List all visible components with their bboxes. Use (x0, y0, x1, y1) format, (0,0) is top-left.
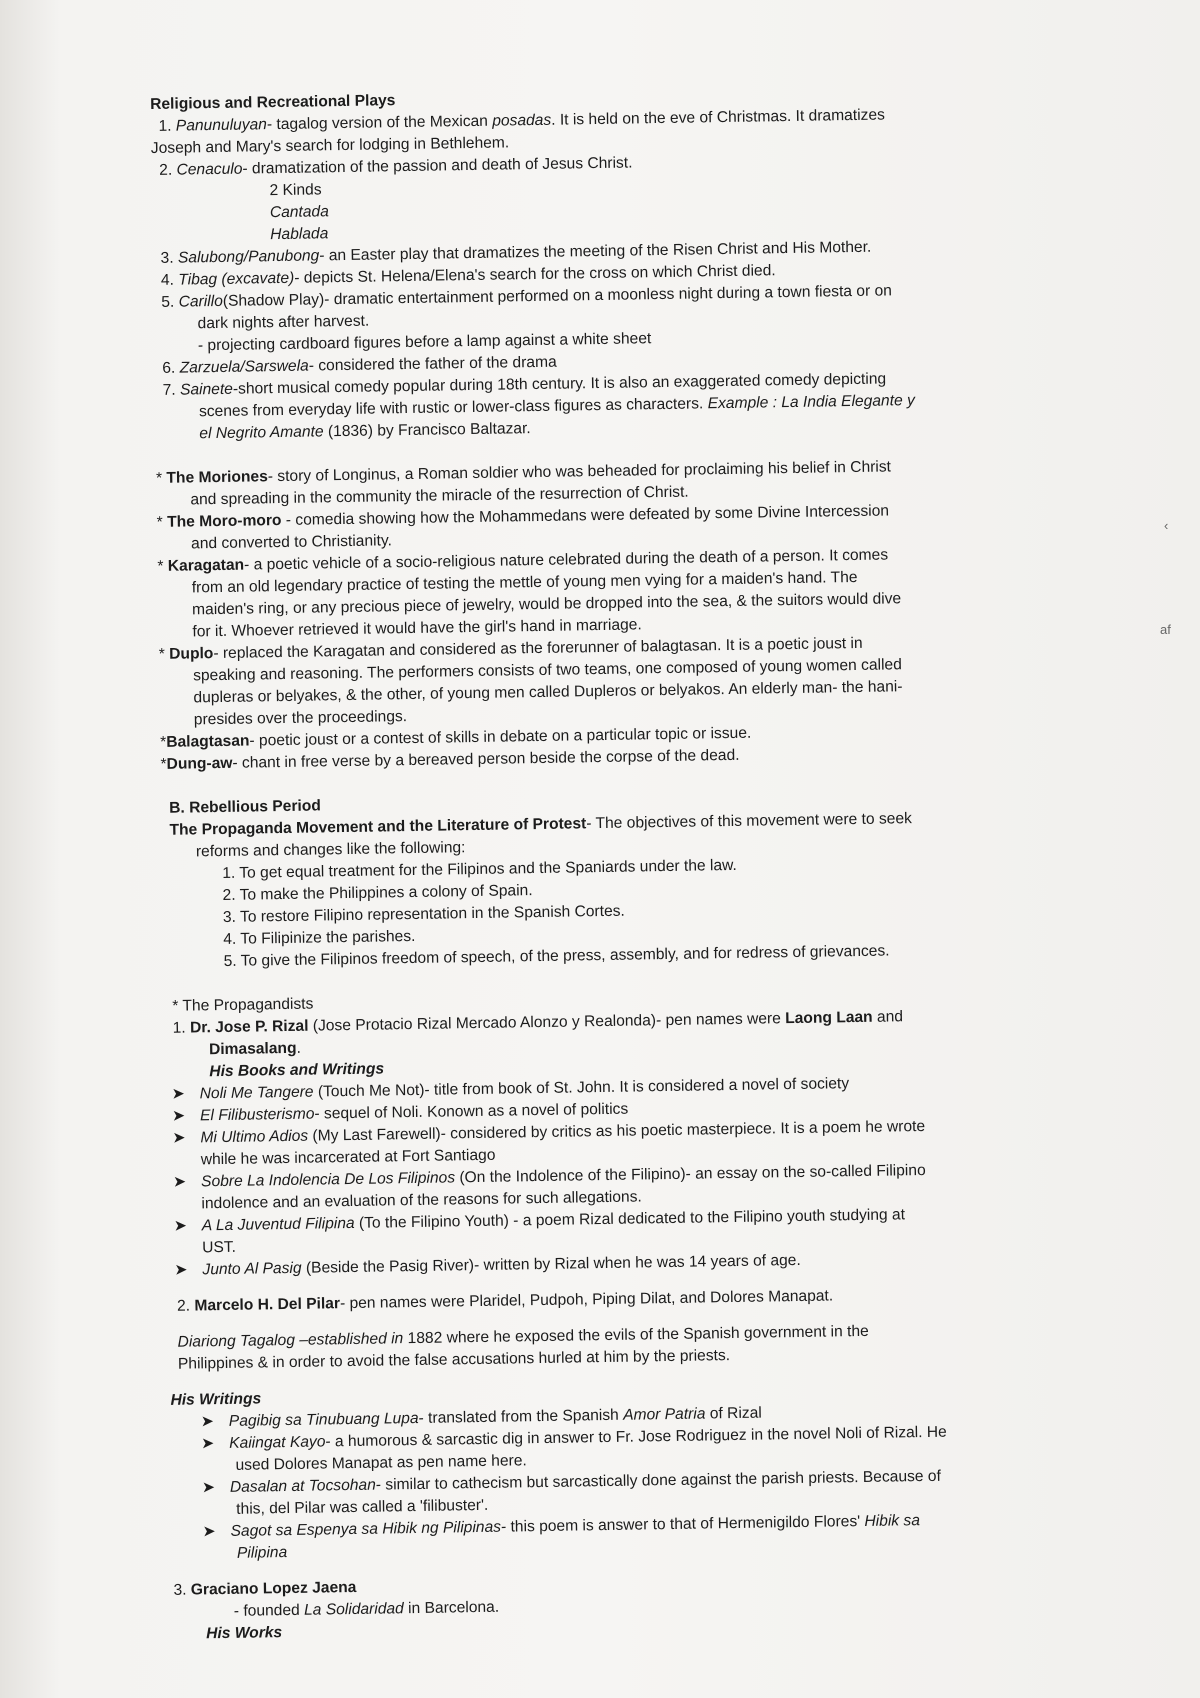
arrow-bullet-icon: ➤ (171, 1085, 185, 1103)
arrow-item: ➤ Noli Me Tangere (Touch Me Not)- title from book of St. John. It is considered a novel of society (166, 1070, 1066, 1106)
list-item: 3. To restore Filipino representation in the Spanish Cortes. (222, 902, 625, 926)
arrow-bullet-icon: ➤ (201, 1479, 216, 1497)
bullet-item: * Karagatan- a poetic vehicle of a socio-religious nature celebrated during the death of a person. It comes from an old legendary practice of testing the mettle of young men vying for a maiden's hand. The maiden's ring, or any precious piece of jewelry, would be dropped into the sea, & the suitors would dive for it. Whoever retrieved it would have the girl's hand in marriage. (157, 546, 902, 641)
margin-mark: ‹ (1164, 518, 1169, 533)
section-heading: B. Rebellious Period (169, 797, 321, 817)
arrow-item-continued: UST. (201, 1238, 237, 1257)
subsection-heading: His Books and Writings (209, 1060, 385, 1081)
list-item: 4. Tibag (excavate)- depicts St. Helena/Elena's search for the cross on which Christ died. (160, 262, 776, 289)
section-heading: Religious and Recreational Plays (150, 92, 396, 113)
list-item: 6. Zarzuela/Sarswela- considered the father of the drama (162, 353, 557, 377)
arrow-bullet-icon: ➤ (172, 1129, 186, 1147)
arrow-item: ➤ Pagibig sa Tinubuang Lupa- translated from the Spanish Amor Patria of Rizal (171, 1398, 1071, 1434)
arrow-item-continued: indolence and an evaluation of the reasons for such allegations. (201, 1188, 642, 1213)
arrow-item: ➤ Mi Ultimo Adios (My Last Farewell)- considered by critics as his poetic masterpiece. It is a poem he wrote (166, 1114, 1066, 1150)
bullet-item: *Dung-aw- chant in free verse by a bereaved person beside the corpse of the dead. (160, 746, 740, 773)
list-item: 7. Sainete-short musical comedy popular during 18th century. It is also an exaggerated comedy depicting (162, 370, 887, 399)
arrow-bullet-icon: ➤ (200, 1413, 215, 1431)
list-item: 1. Panunuluyan- tagalog version of the Mexican posadas. It is held on the eve of Christmas. It dramatizes (158, 106, 885, 135)
list-item-sub: - founded La Solidaridad in Barcelona. (233, 1598, 500, 1620)
arrow-item-continued: while he was incarcerated at Fort Santiago (200, 1146, 496, 1169)
arrow-item-continued: used Dolores Manapat as pen name here. (235, 1452, 527, 1474)
list-item-continued: Joseph and Mary's search for lodging in Bethlehem. (150, 134, 510, 157)
arrow-bullet-icon: ➤ (201, 1435, 215, 1453)
kinds-label: 2 Kinds (269, 181, 322, 200)
arrow-item: ➤ Junto Al Pasig (Beside the Pasig River)- written by Rizal when he was 14 years of age. (168, 1246, 1068, 1282)
arrow-item-continued: this, del Pilar was called a 'filibuster'. (236, 1496, 489, 1518)
list-item: 2. Marcelo H. Del Pilar- pen names were Plaridel, Pudpoh, Piping Dilat, and Dolores Manapat. (176, 1287, 834, 1315)
paragraph-continued: Philippines & in order to avoid the false accusations hurled at him by the priests. (177, 1347, 731, 1373)
document-content (150, 80, 1074, 1646)
arrow-bullet-icon: ➤ (173, 1217, 187, 1235)
list-item: 2. Cenaculo- dramatization of the passion and death of Jesus Christ. (159, 154, 633, 179)
list-item: 1. Dr. Jose P. Rizal (Jose Protacio Rizal Mercado Alonzo y Realonda)- pen names were Laong Laan and (172, 1008, 904, 1037)
margin-mark: af (1160, 622, 1171, 637)
list-item: 3. Salubong/Panubong- an Easter play that dramatizes the meeting of the Risen Christ and His Mother. (160, 238, 872, 267)
list-item-sub: - projecting cardboard figures before a lamp against a white sheet (197, 330, 652, 355)
list-item: 2. To make the Philippines a colony of Spain. (222, 882, 533, 904)
arrow-bullet-icon: ➤ (172, 1173, 187, 1191)
arrow-item: ➤ A La Juventud Filipina (To the Filipino Youth) - a poem Rizal dedicated to the Filipino youth studying at (168, 1202, 1068, 1238)
list-item-continued: Dimasalang. (208, 1039, 302, 1059)
propagandists-label: * The Propagandists (172, 995, 314, 1015)
arrow-item: ➤ El Filibusterismo- sequel of Noli. Konown as a novel of politics (166, 1092, 1066, 1128)
list-item: 4. To Filipinize the parishes. (223, 927, 416, 948)
bullet-item: *Balagtasan- poetic joust or a contest of skills in debate on a particular topic or issue. (160, 724, 752, 751)
list-item: 5. Carillo(Shadow Play)- dramatic entertainment performed on a moonless night during a town fiesta or on (161, 282, 893, 311)
arrow-bullet-icon: ➤ (202, 1523, 216, 1541)
arrow-bullet-icon: ➤ (171, 1107, 186, 1125)
arrow-item: ➤ Sagot sa Espenya sa Hibik ng Pilipinas- this poem is answer to that of Hermenigildo Flores' Hibik sa (172, 1508, 1072, 1544)
subsection-heading: His Works (206, 1624, 283, 1643)
list-item: 3. Graciano Lopez Jaena (173, 1578, 357, 1599)
arrow-item: ➤ Dasalan at Tocsohan- similar to cathecism but sarcastically done against the parish priests. Because of (172, 1464, 1072, 1500)
list-item-continued: scenes from everyday life with rustic or lower-class figures as characters. Example : La India Elegante y (198, 392, 915, 421)
bullet-item: * Duplo- replaced the Karagatan and considered as the forerunner of balagtasan. It is a poetic joust in speaking and reasoning. The performers consists of two teams, one composed of young women called dupleras or belyakes, & the other, of young men called Dupleros or belyakos. An elderly man- the hani- presides over the proceedings. (158, 634, 903, 729)
kind-item: Cantada (269, 203, 329, 222)
list-item: 5. To give the Filipinos freedom of speech, of the press, assembly, and for redress of grievances. (223, 942, 890, 970)
section-subheading: The Propaganda Movement and the Literature of Protest- The objectives of this movement were to seek (169, 810, 912, 839)
list-item-continued: dark nights after harvest. (197, 312, 370, 333)
list-item: 1. To get equal treatment for the Filipinos and the Spaniards under the law. (222, 856, 737, 882)
arrow-item: ➤ Sobre La Indolencia De Los Filipinos (On the Indolence of the Filipino)- an essay on the so-called Filipino (167, 1158, 1067, 1194)
arrow-item: ➤ Kaiingat Kayo- a humorous & sarcastic dig in answer to Fr. Jose Rodriguez in the novel Noli of Rizal. He (171, 1420, 1071, 1456)
bullet-item: * The Moriones- story of Longinus, a Roman soldier who was beheaded for proclaiming his belief in Christ and spreading in the community the miracle of the resurrection of Christ. (155, 458, 892, 509)
subsection-heading: His Writings (170, 1390, 262, 1409)
kind-item: Hablada (270, 225, 329, 244)
list-item-continued: el Negrito Amante (1836) by Francisco Baltazar. (199, 420, 531, 443)
arrow-bullet-icon: ➤ (174, 1261, 188, 1279)
paragraph: Diariong Tagalog –established in 1882 where he exposed the evils of the Spanish government in the (177, 1322, 869, 1351)
bullet-item: * The Moro-moro - comedia showing how the Mohammedans were defeated by some Divine Intercession and converted to Christianity. (156, 502, 890, 553)
section-subheading-continued: reforms and changes like the following: (195, 839, 466, 861)
arrow-item-continued: Pilipina (236, 1544, 288, 1562)
